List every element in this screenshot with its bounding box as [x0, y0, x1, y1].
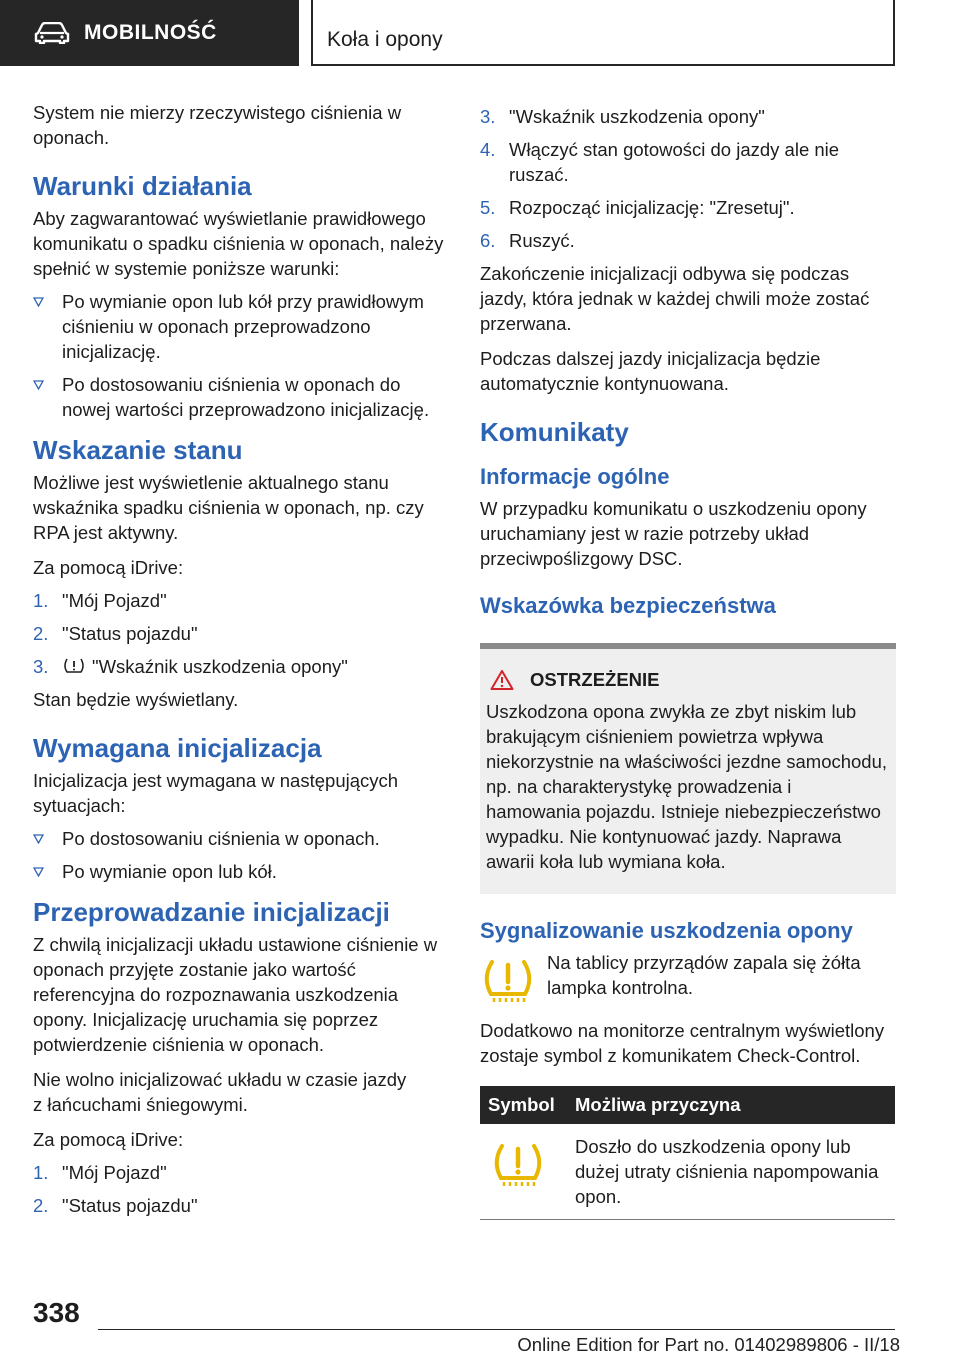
wymagana-list	[33, 826, 449, 884]
left-column	[33, 100, 449, 1226]
steps-list-1	[33, 588, 449, 679]
stan-paragraph: Stan będzie wyświetlany.	[33, 689, 239, 710]
edition-note: Online Edition for Part no. 01402989806 - II/18	[517, 1334, 900, 1355]
tire-pressure-warning-lamp-icon	[480, 956, 536, 1004]
section-title: MOBILNOŚĆ	[84, 21, 217, 44]
chapter-title: Koła i opony	[327, 28, 443, 51]
list-item: 5. Rozpocząć inicjalizację: "Zresetuj".	[480, 197, 795, 218]
symbol-table	[480, 1086, 895, 1220]
wymagana-paragraph: Inicjalizacja jest wymagana w następujących sytuacjach:	[33, 770, 399, 816]
list-item: Po dostosowaniu ciśnienia w oponach.	[33, 826, 449, 851]
list-item: 3. "Wskaźnik uszkodzenia opony"	[33, 656, 348, 677]
list-item: 2. "Status pojazdu"	[33, 1195, 198, 1216]
warunki-list	[33, 289, 449, 422]
idrive-label: Za pomocą iDrive:	[33, 1129, 184, 1150]
lamp-description: Na tablicy przyrządów zapala się żółta lampka kontrolna.	[547, 952, 861, 998]
page-header	[0, 0, 960, 66]
steps-list-2	[33, 1160, 449, 1218]
list-item: 2. "Status pojazdu"	[33, 623, 198, 644]
list-item: 4. Włączyć stan gotowości do jazdy ale nie ruszać.	[480, 139, 840, 185]
tire-pressure-icon	[62, 656, 86, 676]
list-item: 1. "Mój Pojazd"	[33, 590, 167, 611]
indicator-lamp-row	[480, 950, 896, 1004]
triangle-bullet-icon	[33, 867, 44, 877]
page-number: 338	[33, 1297, 80, 1328]
heading-wskazanie: Wskazanie stanu	[33, 435, 243, 465]
footer-divider	[98, 1329, 895, 1330]
heading-przeprowadzanie: Przeprowadzanie inicjalizacji	[33, 897, 390, 927]
column-header-cause: Możliwa przyczyna	[567, 1086, 895, 1124]
table-row	[480, 1124, 895, 1220]
steps-list-3	[480, 104, 896, 253]
cause-cell: Doszło do uszkodzenia opony lub dużej utraty ciśnienia napompowania opon.	[567, 1124, 895, 1220]
warunki-paragraph: Aby zagwarantować wyświetlanie prawidłowego komunikatu o spadku ciśnienia w oponach, należy spełnić w systemie poniższe warunki:	[33, 208, 444, 279]
list-item: 3. "Wskaźnik uszkodzenia opony"	[480, 106, 765, 127]
przeprowadzanie-paragraph-2: Nie wolno inicjalizować układu w czasie jazdy z łańcuchami śniegowymi.	[33, 1069, 407, 1115]
heading-warunki: Warunki działania	[33, 171, 252, 201]
section-tab	[0, 0, 299, 66]
car-icon	[34, 22, 70, 44]
informacje-paragraph: W przypadku komunikatu o uszkodzeniu opony uruchamiany jest w razie potrzeby układ przeciwpoślizgowy DSC.	[480, 498, 867, 569]
right-column	[480, 100, 896, 1220]
warning-box	[480, 643, 896, 894]
warning-text: Uszkodzona opona zwykła ze zbyt niskim lub brakującym ciśnieniem powietrza wpływa niekorzystnie na właściwości jezdne samochodu, np. na charakterystykę prowadzenia i hamowania pojazdu. Istnieje niebezpieczeństwo wypadku. Nie kontynuować jazdy. Naprawa awarii koła lub wymiana koła.	[486, 701, 888, 872]
heading-sygnalizowanie: Sygnalizowanie uszkodzenia opony	[480, 918, 853, 943]
idrive-label: Za pomocą iDrive:	[33, 557, 184, 578]
dalsza-paragraph: Podczas dalszej jazdy inicjalizacja będzie automatycznie kontynuowana.	[480, 348, 821, 394]
warning-title: OSTRZEŻENIE	[490, 669, 890, 691]
list-item: 6. Ruszyć.	[480, 230, 575, 251]
triangle-bullet-icon	[33, 297, 44, 307]
dodatkowo-paragraph: Dodatkowo na monitorze centralnym wyświetlony zostaje symbol z komunikatem Check-Control.	[480, 1020, 885, 1066]
heading-wskazowka: Wskazówka bezpieczeństwa	[480, 593, 776, 618]
triangle-bullet-icon	[33, 834, 44, 844]
column-header-symbol: Symbol	[480, 1086, 567, 1124]
chapter-tab	[311, 0, 895, 66]
list-item: Po wymianie opon lub kół przy prawidłowym ciśnieniu w oponach przeprowadzono inicjalizację.	[33, 289, 449, 364]
table-header-row	[480, 1086, 895, 1124]
list-item: Po dostosowaniu ciśnienia w oponach do nowej wartości przeprowadzono inicjalizację.	[33, 372, 449, 422]
list-item: Po wymianie opon lub kół.	[33, 859, 449, 884]
triangle-bullet-icon	[33, 380, 44, 390]
tire-pressure-warning-lamp-icon	[490, 1140, 546, 1188]
heading-wymagana: Wymagana inicjalizacja	[33, 733, 322, 763]
list-item: 1. "Mój Pojazd"	[33, 1162, 167, 1183]
symbol-cell	[480, 1124, 567, 1220]
intro-paragraph: System nie mierzy rzeczywistego ciśnienia w oponach.	[33, 102, 402, 148]
koniec-paragraph: Zakończenie inicjalizacji odbywa się podczas jazdy, która jednak w każdej chwili może zostać przerwana.	[480, 263, 870, 334]
przeprowadzanie-paragraph-1: Z chwilą inicjalizacji układu ustawione ciśnienie w oponach przyjęte zostanie jako wartość referencyjna do rozpoznawania uszkodzenia opony. Inicjalizację uruchamia się poprzez potwierdzenie ciśnienia w oponach.	[33, 934, 438, 1055]
warning-triangle-icon	[490, 669, 514, 691]
heading-informacje: Informacje ogólne	[480, 464, 670, 489]
wskazanie-paragraph: Możliwe jest wyświetlenie aktualnego stanu wskaźnika spadku ciśnienia w oponach, np. czy RPA jest aktywny.	[33, 472, 424, 543]
heading-komunikaty: Komunikaty	[480, 417, 629, 447]
